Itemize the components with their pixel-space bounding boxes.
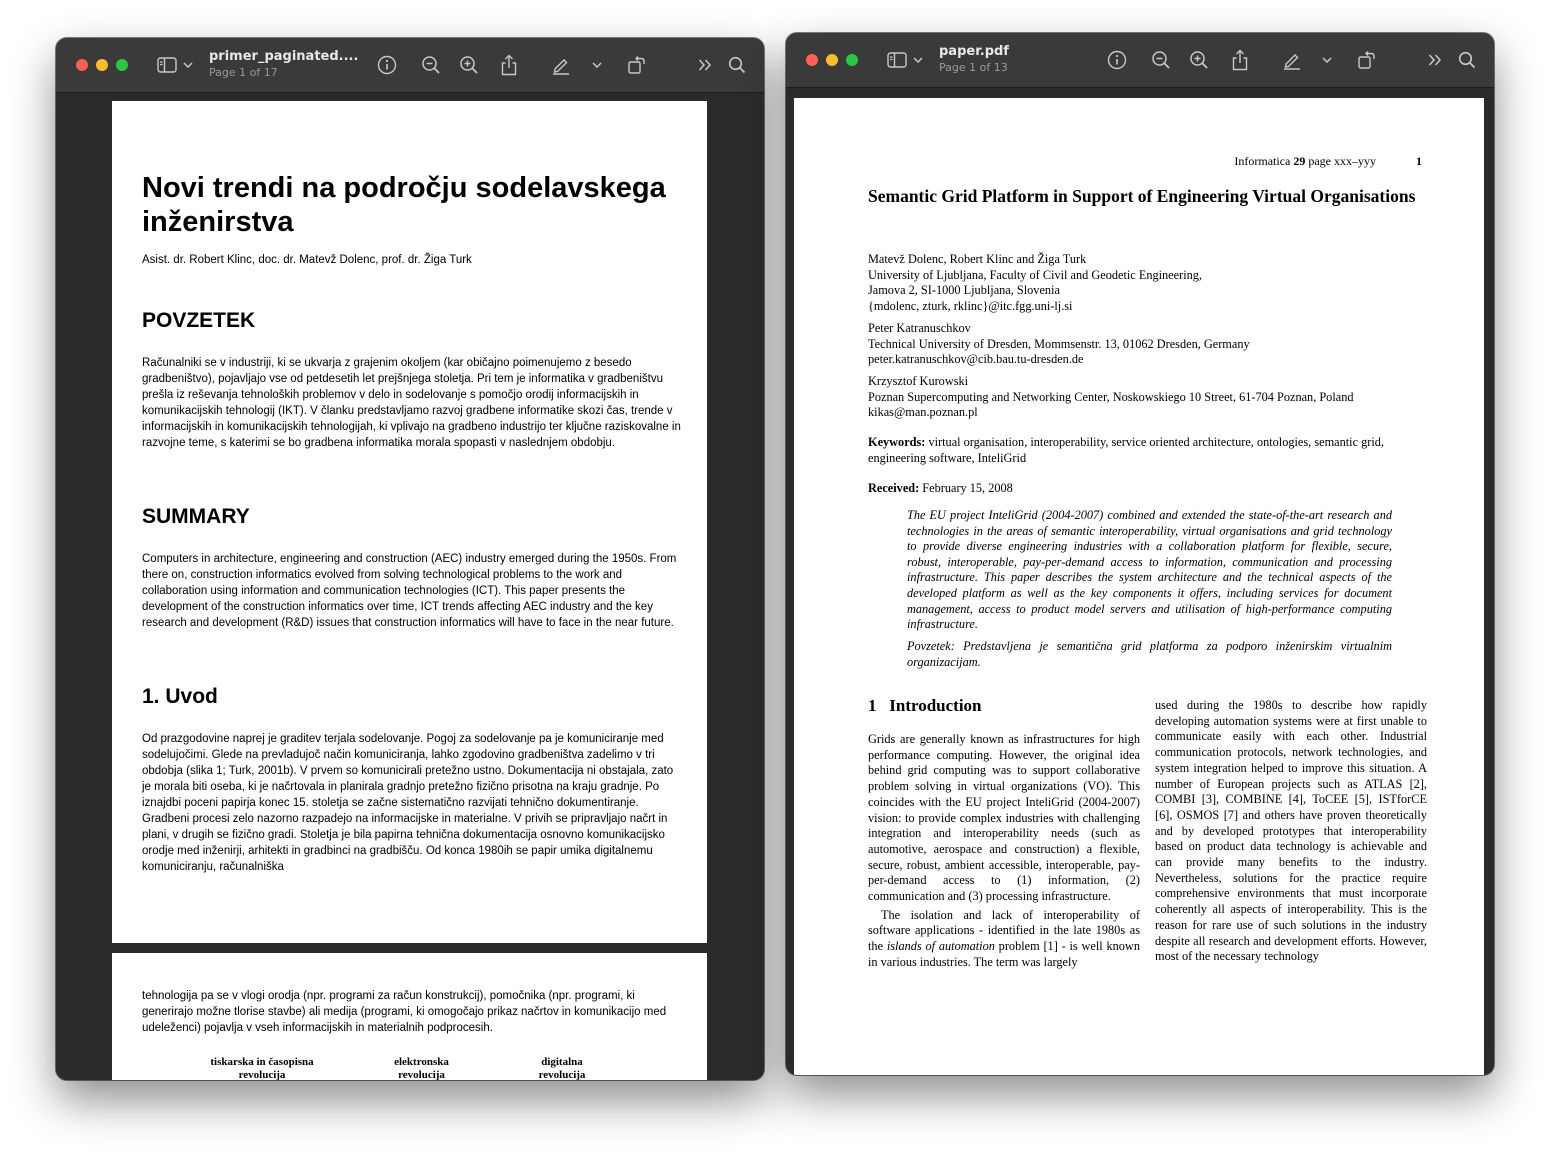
more-icon[interactable] [696,52,714,78]
pdf-page-1 [794,98,1484,1075]
zoom-out-icon[interactable] [420,52,442,78]
search-icon[interactable] [726,52,748,78]
journal-pages: page xxx–yyy [1308,154,1376,168]
pdf-page-1 [112,101,707,943]
right-preview-window [786,33,1494,1075]
column-right [1155,698,1427,965]
page-number: 1 [1416,154,1422,168]
right-document-viewport[interactable] [786,88,1494,1075]
paragraph: Grids are generally known as infrastructures for high performance computing. However, the original idea behind grid computing was to support collaborative problem solving in virtual organizations (VO). This coincides with the EU project InteliGrid (2004-2007) vision: to provide complex industries with challenging integration and interoperability needs (such as automotive, aerospace and construction) a flexible, secure, robust, ambient accessible, interoperable, pay-per-demand access to (1) information, (2) communication and (3) processing infrastructure. [868,732,1140,904]
search-icon[interactable] [1456,47,1478,73]
author-email: {mdolenc, zturk, rklinc}@itc.fgg.uni-lj.si [868,298,1073,313]
info-icon[interactable] [1106,47,1128,73]
share-icon[interactable] [499,52,519,78]
author-names: Peter Katranuschkov [868,321,971,335]
close-button[interactable] [76,59,88,71]
abstract: The EU project InteliGrid (2004-2007) combined and extended the state-of-the-art research and technologies in the areas of semantic interoperability, virtual organisations and grid technology to provide diverse engineering industries with a collaboration platform for flexible, secure, robust, interoperable, pay-per-demand access to information, communication and processing infrastructure. This paper describes the system architecture and the technical aspects of the developed platform as well as the key components it offers, including services for document management, access to product model servers and utilisation of high-performance computing infrastructure. [907,508,1392,632]
close-button[interactable] [806,54,818,66]
received-date: February 15, 2008 [922,481,1013,495]
left-titlebar [56,38,764,93]
left-preview-window [56,38,764,1080]
povzetek-text: Računalniki se v industriji, ki se ukvarja z grajenim okoljem (kar običajno poimenujemo z besedo gradbeništvo), pojavljajo vse od petdesetih let prejšnjega stoletja. Pri tem je informatika v gradbeništvu prešla iz reševanja tehnoloških problemov v delo in sodelovanje s pomočjo orodij informacijskih in komunikacijskih tehnologij (IKT). V članku predstavljamo razvoj gradbene informatike skozi čas, trende v informacijskih in komunikacijskih tehnologijah, ki vplivajo na gradbeno industrijo ter ključne raziskovalne in razvojne teme, s katerimi se bo gradbena informatika morala spopasti v naslednjem obdobju. [142,357,681,449]
page-indicator: Page 1 of 17 [209,66,278,79]
info-icon[interactable] [376,52,398,78]
right-titlebar [786,33,1494,88]
share-icon[interactable] [1230,47,1250,73]
markup-pen-icon[interactable] [550,52,572,78]
affiliation-block [868,374,1448,421]
pdf-page-2 [112,953,707,1080]
column-left [868,732,1140,971]
section-heading [868,696,982,716]
summary-text: Computers in architecture, engineering and construction (AEC) industry emerged during the 1950s. From there on, construction informatics evolved from solving technological problems to the work and collaboration using information and communication technologies (ICT). This paper presents the development of the construction informatics over time, ICT trends affecting AEC industry and the key research and development (R&D) issues that construction informatics will have to face in the near future. [142,553,677,629]
affiliation-line: Technical University of Dresden, Mommsenstr. 13, 01062 Dresden, Germany [868,336,1250,351]
zoom-in-icon[interactable] [1188,47,1210,73]
zoom-button[interactable] [846,54,858,66]
journal-volume: 29 [1293,154,1306,168]
povzetek-heading: POVZETEK [142,309,256,332]
section-number: 1 [868,696,877,715]
left-document-viewport[interactable] [56,93,764,1080]
zoom-in-icon[interactable] [458,52,480,78]
chevron-down-icon[interactable] [911,47,925,73]
page2-text: tehnologija pa se v vlogi orodja (npr. programi za račun konstrukcij), pomočnika (npr. programi, ki generirajo možne tlorise stavbe) ali medija (programi, ki omogočajo prikaz načrtov in komunikacijo med udeleženci) pojavlja v vseh informacijskih in materialnih podprocesih. [142,990,667,1034]
affiliation-line: University of Ljubljana, Faculty of Civil and Geodetic Engineering, [868,267,1202,282]
paragraph: used during the 1980s to describe how rapidly developing automation systems were at first unable to communicate easily with each other. Industrial communication protocols, network technologies, and system integration helped to improve this situation. A number of European projects such as ATLAS [2], COMBI [3], COMBINE [4], ToCEE [5], ISTforCE [6], OSMOS [7] and others have proven theoretically and by developed prototypes that interoperability based on product data technology is achievable and can provide many benefits to the industry. Nevertheless, solutions for the practice require comprehensive environments that must incorporate coherently all aspects of interoperability. This is the reason for rare use of such solutions in the industry despite all research and development efforts. However, most of the necessary technology [1155,698,1427,964]
summary-heading: SUMMARY [142,505,250,528]
paragraph [868,908,1140,971]
author-names: Krzysztof Kurowski [868,374,969,388]
text-run: The isolation and lack of interoperability of software applications - identified in the late 1980s as the [868,907,1140,954]
journal-name: Informatica [1234,154,1291,168]
paper-title: Semantic Grid Platform in Support of Engineering Virtual Organisations [868,186,1416,206]
figure-label: tiskarska in časopisna revolucija [210,1056,314,1080]
uvod-text: Od prazgodovine naprej je graditev terjala sodelovanje. Pogoj za sodelovanje pa je komuniciranje med sodelujočimi. Glede na prevladujoč način komuniciranja, lahko zgodovino gradbeništva zadelimo v tri obdobja (slika 1; Turk, 2001b). V prvem so komunicirali pretežno ustno. Dokumentacija ni obstajala, zato je morala biti oseba, ki je načrtovala in planirala gradnjo pretežno fizično prisotna na kraju gradnje. Po iznajdbi poceni papirja konec 15. stoletja se začne sistematično razvijati tehnično dokumentiranje. Gradbeni procesi zelo nazorno razpadejo na informacijske in materialne. V privih se pripravljajo načrt in plani, v drugih se fizično gradi. Stoletja je bila papirna tehnična dokumentacija osnovno komunikacijsko orodje med inženirji, arhitekti in gradbinci na gradbišču. Od konca 1980ih se papir umika digitalnemu komuniciranju, računalniška [142,733,674,873]
figure-label: digitalna revolucija [538,1056,586,1080]
page-indicator: Page 1 of 13 [939,61,1008,74]
page-title: Novi trendi na področju sodelavskega inženirstva [142,172,666,238]
markup-pen-icon[interactable] [1281,47,1303,73]
received-label: Received: [868,481,920,495]
markup-options-chevron-icon[interactable] [1321,47,1333,73]
chevron-down-icon[interactable] [181,52,195,78]
authors: Asist. dr. Robert Klinc, doc. dr. Matevž Dolenc, prof. dr. Žiga Turk [142,254,472,266]
affiliation-block [868,321,1448,368]
author-email: kikas@man.poznan.pl [868,405,978,420]
author-email: peter.katranuschkov@cib.bau.tu-dresden.de [868,352,1084,367]
text-run: problem [1] - is well known in various industries. The term was largely [868,939,1140,969]
zoom-button[interactable] [116,59,128,71]
document-title: paper.pdf [939,44,1009,59]
section-title: Introduction [889,696,982,715]
sidebar-icon[interactable] [886,47,908,73]
figure-label: elektronska revolucija [394,1056,449,1080]
emphasis: islands of automation [886,939,995,954]
rotate-icon[interactable] [1356,47,1378,73]
affiliation-line: Jamova 2, SI-1000 Ljubljana, Slovenia [868,283,1060,298]
zoom-out-icon[interactable] [1150,47,1172,73]
uvod-heading: 1. Uvod [142,685,218,708]
affiliation-block [868,252,1448,314]
more-icon[interactable] [1426,47,1444,73]
document-title: primer_paginated.... [209,49,359,64]
markup-options-chevron-icon[interactable] [591,52,603,78]
minimize-button[interactable] [96,59,108,71]
rotate-icon[interactable] [626,52,648,78]
minimize-button[interactable] [826,54,838,66]
keywords-text: virtual organisation, interoperability, service oriented architecture, ontologies, semantic grid, engineering software, InteliGrid [868,435,1384,465]
running-header [1234,154,1376,169]
affiliation-line: Poznan Supercomputing and Networking Center, Noskowskiego 10 Street, 61-704 Poznan, Poland [868,389,1354,404]
sidebar-icon[interactable] [156,52,178,78]
povzetek: Povzetek: Predstavljena je semantična grid platforma za podporo inženirskim virtualnim organizacijam. [907,639,1392,669]
received [868,481,1448,497]
keywords [868,435,1428,466]
author-names: Matevž Dolenc, Robert Klinc and Žiga Turk [868,252,1087,266]
keywords-label: Keywords: [868,435,926,449]
